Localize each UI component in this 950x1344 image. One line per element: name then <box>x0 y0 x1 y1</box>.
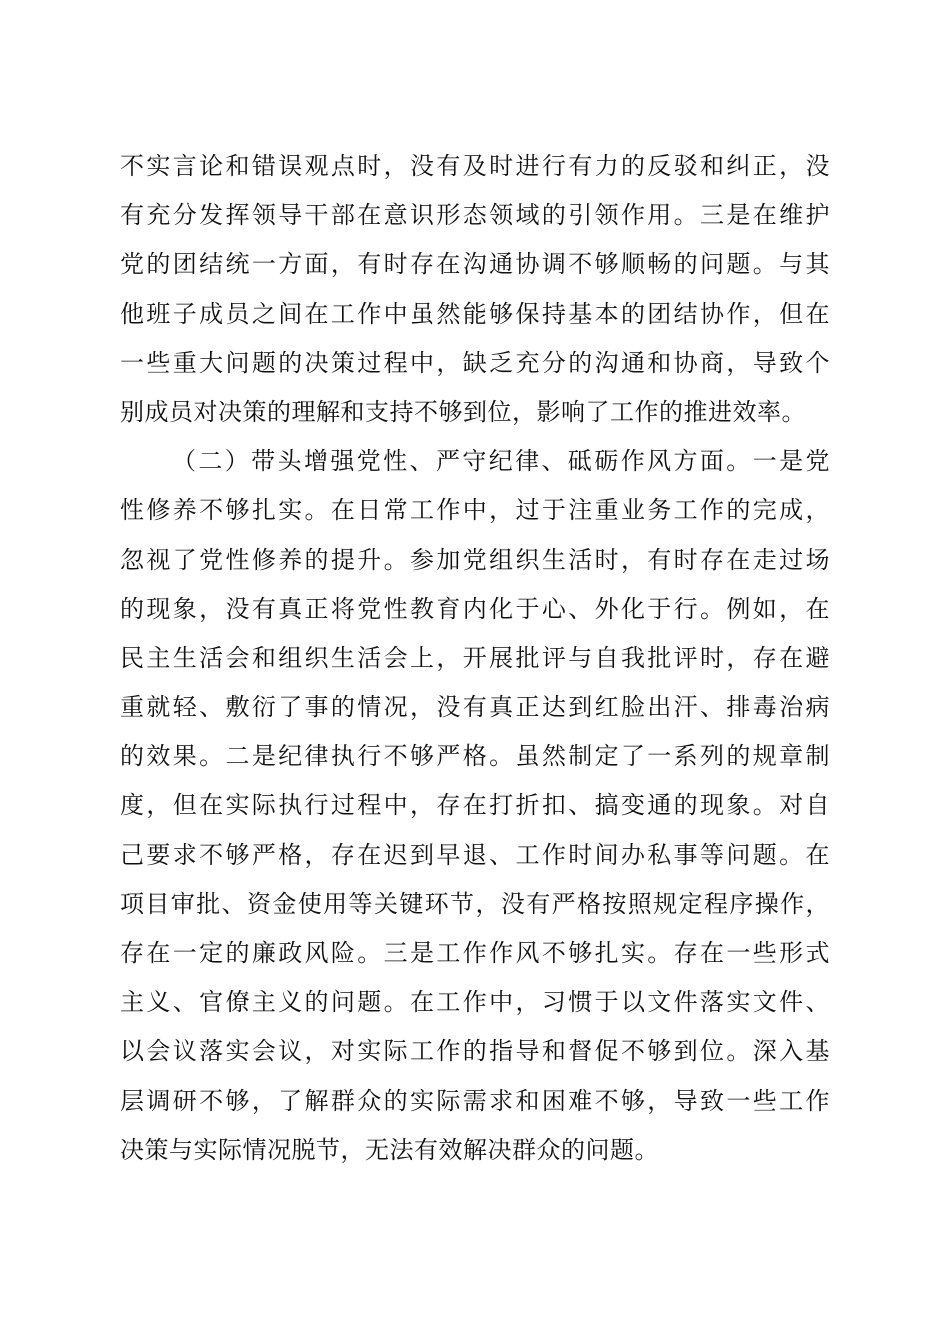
text-line: 项目审批、资金使用等关键环节，没有严格按照规定程序操作， <box>120 889 830 918</box>
text-line: 度，但在实际执行过程中，存在打折扣、搞变通的现象。对自 <box>120 791 830 820</box>
text-line: 重就轻、敷衍了事的情况，没有真正达到红脸出汗、排毒治病 <box>120 693 830 722</box>
text-line: 性修养不够扎实。在日常工作中，过于注重业务工作的完成， <box>120 496 830 525</box>
text-line: 层调研不够，了解群众的实际需求和困难不够，导致一些工作 <box>120 1086 830 1115</box>
body-text <box>120 142 830 1175</box>
text-line: 他班子成员之间在工作中虽然能够保持基本的团结协作，但在 <box>120 299 830 328</box>
text-line: 党的团结统一方面，有时存在沟通协调不够顺畅的问题。与其 <box>120 250 830 279</box>
text-line: 的现象，没有真正将党性教育内化于心、外化于行。例如，在 <box>120 594 830 623</box>
text-line: 有充分发挥领导干部在意识形态领域的引领作用。三是在维护 <box>120 201 830 230</box>
text-line: 主义、官僚主义的问题。在工作中，习惯于以文件落实文件、 <box>120 988 830 1017</box>
text-line: 民主生活会和组织生活会上，开展批评与自我批评时，存在避 <box>120 643 830 672</box>
text-line: 的效果。二是纪律执行不够严格。虽然制定了一系列的规章制 <box>120 742 830 771</box>
text-line: 存在一定的廉政风险。三是工作作风不够扎实。存在一些形式 <box>120 939 830 967</box>
text-line: 忽视了党性修养的提升。参加党组织生活时，有时存在走过场 <box>120 545 830 574</box>
section-heading-line: （二）带头增强党性、严守纪律、砥砺作风方面。一是党 <box>172 447 830 476</box>
text-line: 不实言论和错误观点时，没有及时进行有力的反驳和纠正，没 <box>120 152 830 180</box>
text-line: 己要求不够严格，存在迟到早退、工作时间办私事等问题。在 <box>120 840 830 869</box>
text-line: 一些重大问题的决策过程中，缺乏充分的沟通和协商，导致个 <box>120 348 830 377</box>
text-line: 决策与实际情况脱节，无法有效解决群众的问题。 <box>120 1135 659 1164</box>
text-line: 别成员对决策的理解和支持不够到位，影响了工作的推进效率。 <box>120 397 806 426</box>
text-line: 以会议落实会议，对实际工作的指导和督促不够到位。深入基 <box>120 1037 830 1066</box>
